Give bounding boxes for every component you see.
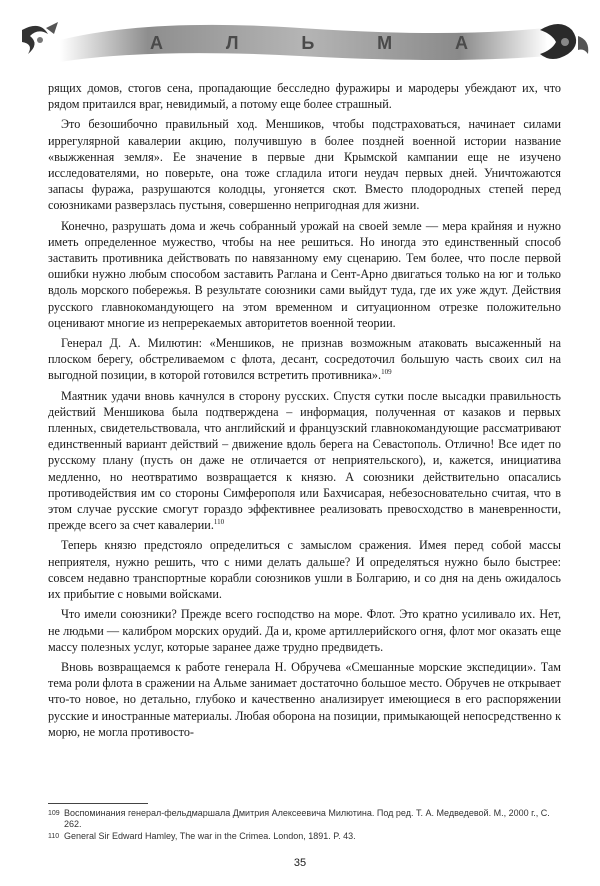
footnote [48, 808, 561, 830]
paragraph: рящих домов, стогов сена, пропадающие бесследно фуражиры и мародеры убеждают их, что рядом притаился враг, невидимый, а потому еще более страшный. [48, 81, 561, 112]
header-letter: Ь [301, 32, 317, 53]
paragraph: Вновь возвращаемся к работе генерала Н. Обручева «Смешанные морские экспедиции». Там тема роли флота в сражении на Альме занимает достаточно большое место. Обручев не открывает что-то новое, но детально, глубоко и качественно анализирует имеющиеся в его распоряжении русские и иностранные материалы. Любая оборона на позиции, примыкающей непосредственно к морю, не могла противосто- [48, 659, 561, 739]
footnote-text: General Sir Edward Hamley, The war in the Crimea. London, 1891. P. 43. [64, 831, 356, 841]
body-text [48, 80, 561, 744]
page-header [0, 0, 600, 80]
paragraph: Это безошибочно правильный ход. Меншиков, чтобы подстраховаться, начинает силами иррегулярной кавалерии акцию, получившую в более поздней военной истории название «выжженная земля». Ее значение в первые дни Крымской кампании еще не изучено исследователями, но поверьте, она тоже сгладила итоги неудач первых дней. Уничтожаются запасы фуража, разрушаются колодцы, угоняется скот. Вместо плодородных степей перед союзниками разверзлась пустыня, совершенно непригодная для жизни. [48, 117, 561, 213]
paragraph-text: Генерал Д. А. Милютин: «Меншиков, не признав возможным атаковать высаженный на плоском берегу, обстреливаемом с флота, десант, сосредоточил большую часть своих сил на выгодной позиции, в которой готовился встретить противника». [48, 336, 561, 383]
header-letter: М [377, 32, 395, 53]
page-number: 35 [293, 857, 307, 869]
left-ornament-icon [22, 22, 58, 54]
footnote [48, 831, 561, 842]
header-letter: А [150, 32, 165, 53]
footnote-ref[interactable]: 109 [381, 368, 392, 377]
paragraph: Конечно, разрушать дома и жечь собранный урожай на своей земле — мера крайняя и нужно иметь определенное мужество, чтобы на нее решиться. Но иногда это единственный способ заставить противника действовать по навязанному ему сценарию. Тем более, что после первой ошибки нужно любым способом заставить Раглана и Сент-Арно двигаться только на юг и только вдоль морского побережья. В результате союзники сами выйдут туда, где их уже ждут. Действия русского главнокомандующего на этом временном и ситуационном отрезке положительно оценивают многие из непререкаемых авторитетов военной теории. [48, 218, 561, 330]
header-letter: Л [225, 32, 241, 53]
footnote-divider [48, 803, 148, 804]
footnote-number: 109 [48, 810, 60, 817]
footnote-number: 110 [48, 833, 60, 840]
paragraph-with-footnote [48, 335, 561, 384]
paragraph-with-footnote [48, 388, 561, 534]
paragraph: Что имели союзники? Прежде всего господство на море. Флот. Это кратно усиливало их. Нет, не людьми — калибром морских орудий. Да и, кроме артиллерийского огня, флот мог оказать еще массу полезных услуг, которые заранее даже трудно предвидеть. [48, 607, 561, 654]
header-title [150, 32, 470, 54]
paragraph: Теперь князю предстояло определиться с замыслом сражения. Имея перед собой массы неприятеля, нужно решить, что с ними делать дальше? И определяться нужно было быстрее: совсем недавно транспортные корабли союзников ушли в Болгарию, и со дня на день ожидалось их прибытие с новыми войсками. [48, 538, 561, 602]
paragraph-text: Маятник удачи вновь качнулся в сторону русских. Спустя сутки после высадки правильность действий Меншикова была подтверждена – информация, полученная от казаков и первых пленных, свидетельствовала, что английский и французский главнокомандующие рассматривают единственный вариант действий – движение вдоль берега на Севастополь. Отлично! Все идет по русскому плану (пусть он даже не отличается от неприятельского), и, кажется, инициатива медленно, но неотвратимо возвращается к князю. А союзники действительно опасались противодействия им со стороны Симферополя или Бахчисарая, небезосновательно считая, что в этом случае русские смогут гораздо эффективнее реализовать превосходство в маневренности, прежде всего за счет кавалерии. [48, 388, 561, 533]
footnote-ref[interactable]: 110 [213, 518, 225, 527]
header-letter: А [454, 32, 470, 53]
footnote-text: Воспоминания генерал-фельдмаршала Дмитрия Алексеевича Милютина. Под ред. Т. А. Медведевой. М., 2000 г., С. 262. [64, 808, 550, 829]
right-ornament-icon [540, 24, 588, 59]
footnotes [48, 808, 561, 843]
